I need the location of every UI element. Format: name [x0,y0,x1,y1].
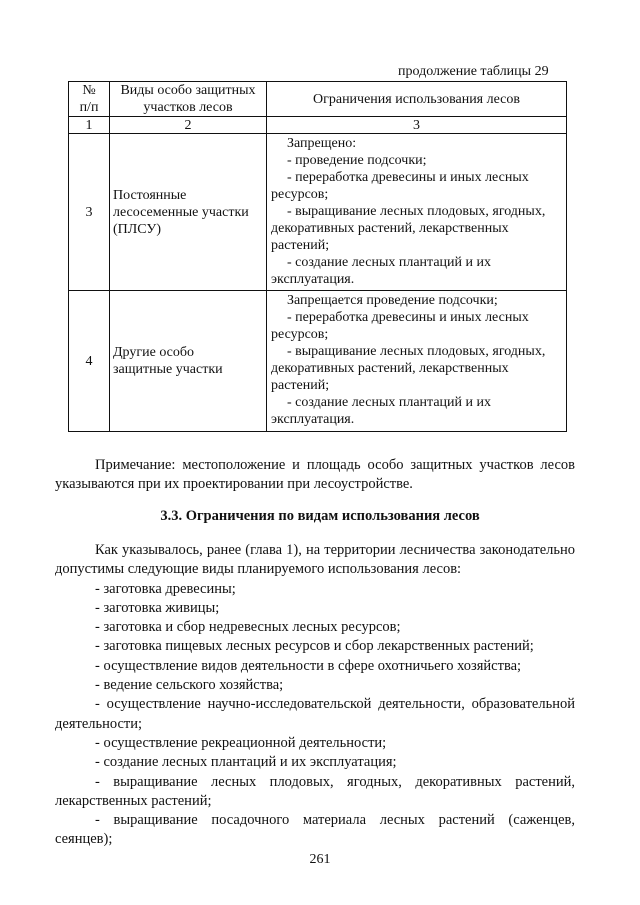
forest-type-line: защитные участки [113,362,223,377]
restriction-line: - выращивание лесных плодовых, ягодных, декоративных растений, лекарственных растений; [271,204,546,253]
list-item: - ведение сельского хозяйства; [95,677,284,694]
list-item: - заготовка и сбор недревесных лесных ресурсов; [95,619,401,636]
forest-type-line: Другие особо [113,345,194,360]
list-item: - осуществление научно-исследовательской деятельности, образовательной деятельности; [55,696,575,732]
column-number-row [69,117,567,134]
header-type-line-1: Виды особо защитных [120,83,256,98]
table-row [69,134,567,291]
list-item: - заготовка живицы; [95,599,220,616]
table-row [69,291,567,432]
intro-paragraph: Как указывалось, ранее (глава 1), на территории лесничества законодательно допустимы следующие виды планируемого использования лесов: [55,542,575,578]
list-item: - осуществление видов деятельности в сфере охотничьего хозяйства; [95,657,522,674]
row-forest-type [110,134,267,291]
restriction-line: - переработка древесины и иных лесных ресурсов; [271,310,529,342]
note-text: Примечание: местоположение и площадь особо защитных участков лесов указываются при их проектировании при лесоустройстве. [55,457,575,492]
list-item: - создание лесных плантаций и их эксплуатация; [95,754,397,771]
list-item: - осуществление рекреационной деятельности; [95,734,387,751]
forest-type-line: Постоянные [113,187,187,203]
header-number [69,82,110,117]
header-restrictions: Ограничения использования лесов [267,82,567,117]
forest-type-line: (ПЛСУ) [113,221,161,237]
col-number-2: 2 [110,117,267,134]
restriction-line: - создание лесных плантаций и их эксплуатация. [271,395,491,427]
table-header-row [69,82,567,117]
list-item: - заготовка пищевых лесных ресурсов и сбор лекарственных растений; [95,638,534,655]
col-number-1: 1 [69,117,110,134]
list-item: - выращивание лесных плодовых, ягодных, декоративных растений, лекарственных растений; [55,773,575,809]
restriction-line: - переработка древесины и иных лесных ресурсов; [271,170,529,202]
forest-type-line: лесосеменные участки [113,204,249,220]
header-forest-type [110,82,267,117]
page-number: 261 [309,852,331,867]
section-body [55,541,575,850]
table-note [55,456,575,494]
row-forest-type [110,291,267,432]
table-continuation-label: продолжение таблицы 29 [398,64,549,79]
row-number: 3 [69,134,110,291]
restriction-line: - выращивание лесных плодовых, ягодных, декоративных растений, лекарственных растений; [271,344,546,393]
row-restrictions [267,134,567,291]
restriction-line: Запрещено: [287,136,357,151]
section-heading: 3.3. Ограничения по видам использования лесов [160,508,480,524]
list-item: - заготовка древесины; [95,580,236,597]
restriction-line: Запрещается проведение подсочки; [287,293,498,308]
restriction-line: - создание лесных плантаций и их эксплуатация. [271,255,491,287]
restriction-line: - проведение подсочки; [287,153,427,168]
col-number-3: 3 [267,117,567,134]
header-type-line-2: участков лесов [143,100,233,115]
row-number: 4 [69,291,110,432]
restrictions-table [68,81,567,432]
header-number-line-2: п/п [79,100,99,115]
header-number-line-1: № [82,83,96,98]
list-item: - выращивание посадочного материала лесных растений (саженцев, сеянцев); [55,812,575,848]
row-restrictions [267,291,567,432]
